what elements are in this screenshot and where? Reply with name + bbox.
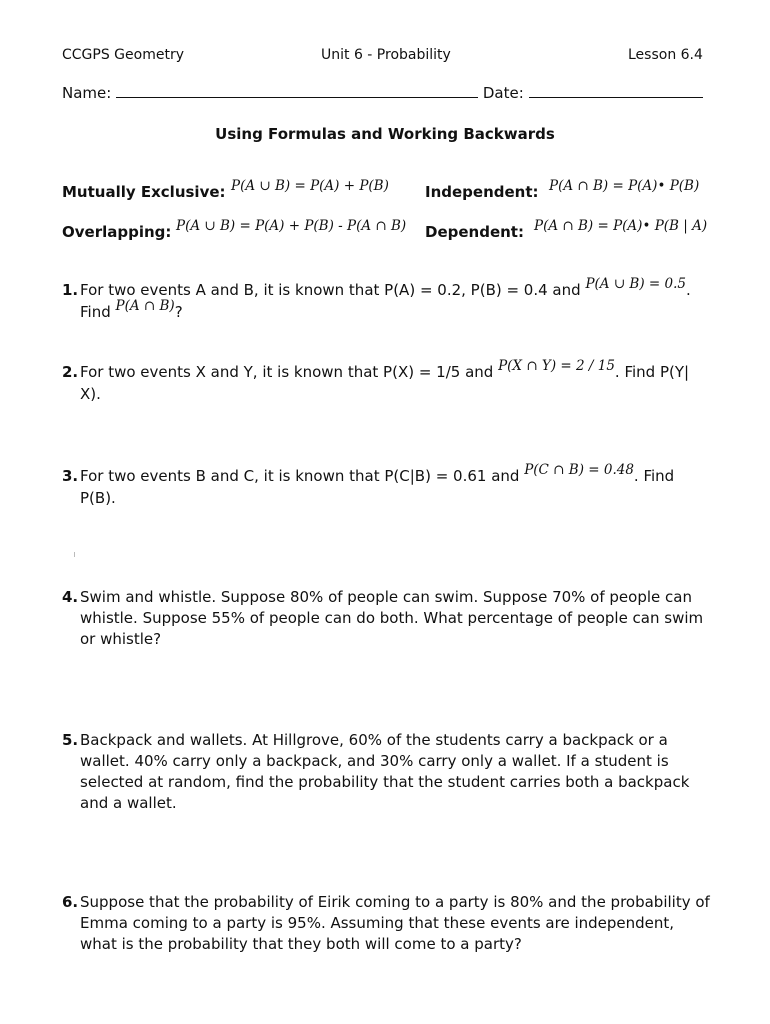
question-text: For two events X and Y, it is known that P(X) = 1/5 and <box>80 363 499 381</box>
question-text: Find <box>80 303 116 321</box>
question-text: For two events A and B, it is known that P(A) = 0.2, P(B) = 0.4 and <box>80 281 586 299</box>
page-title: Using Formulas and Working Backwards <box>215 125 555 143</box>
question-text: . Find <box>633 467 675 485</box>
name-line <box>62 83 703 102</box>
course-name: CCGPS Geometry <box>62 47 184 63</box>
question-text: For two events B and C, it is known that P(C|B) = 0.61 and <box>80 467 525 485</box>
overlapping-formula: P(A ∪ B) = P(A) + P(B) - P(A ∩ B) <box>176 218 407 234</box>
lesson-number: Lesson 6.4 <box>628 47 703 63</box>
independent-label: Independent: <box>425 183 539 201</box>
question-3 <box>62 462 712 509</box>
question-text: Swim and whistle. Suppose 80% of people can swim. Suppose 70% of people can whistle. Suppose 55% of people can do both. What percentage of people can swim or whistle? <box>80 588 704 648</box>
name-label: Name: <box>62 84 112 102</box>
question-formula: P(A ∪ B) = 0.5 <box>585 276 686 292</box>
question-number: 3. <box>62 467 79 485</box>
question-text: Suppose that the probability of Eirik coming to a party is 80% and the probability of Emma coming to a party is 95%. Assuming that these events are independent, what is the probability that they both will come to a party? <box>80 893 710 953</box>
question-2 <box>62 358 712 405</box>
unit-name: Unit 6 - Probability <box>321 47 451 63</box>
question-number: 6. <box>62 893 79 911</box>
question-number: 1. <box>62 281 79 299</box>
question-formula: P(A ∩ B) <box>115 298 175 314</box>
question-text: P(B). <box>80 489 116 507</box>
date-label: Date: <box>482 84 524 102</box>
date-blank[interactable] <box>529 83 703 98</box>
question-text: ? <box>174 303 183 321</box>
question-text: X). <box>80 385 101 403</box>
question-number: 2. <box>62 363 79 381</box>
question-number: 4. <box>62 588 79 606</box>
question-text: . Find P(Y| <box>614 363 690 381</box>
question-formula: P(X ∩ Y) = 2 / 15 <box>498 358 615 374</box>
scan-speck <box>74 552 75 557</box>
question-1 <box>62 276 712 324</box>
dependent-formula: P(A ∩ B) = P(A)• P(B | A) <box>534 218 708 234</box>
mutually-exclusive-formula: P(A ∪ B) = P(A) + P(B) <box>231 178 389 194</box>
overlapping-label: Overlapping: <box>62 223 172 241</box>
question-6 <box>62 892 712 955</box>
question-5 <box>62 730 712 814</box>
question-formula: P(C ∩ B) = 0.48 <box>524 462 634 478</box>
question-4 <box>62 587 712 650</box>
question-number: 5. <box>62 731 79 749</box>
name-blank[interactable] <box>116 83 478 98</box>
mutually-exclusive-label: Mutually Exclusive: <box>62 183 226 201</box>
question-text: Backpack and wallets. At Hillgrove, 60% of the students carry a backpack or a wallet. 40% carry only a backpack, and 30% carry only a wallet. If a student is selected at random, find the probability that the student carries both a backpack and a wallet. <box>80 731 690 812</box>
dependent-label: Dependent: <box>425 223 524 241</box>
question-text: . <box>685 281 691 299</box>
independent-formula: P(A ∩ B) = P(A)• P(B) <box>549 178 700 194</box>
